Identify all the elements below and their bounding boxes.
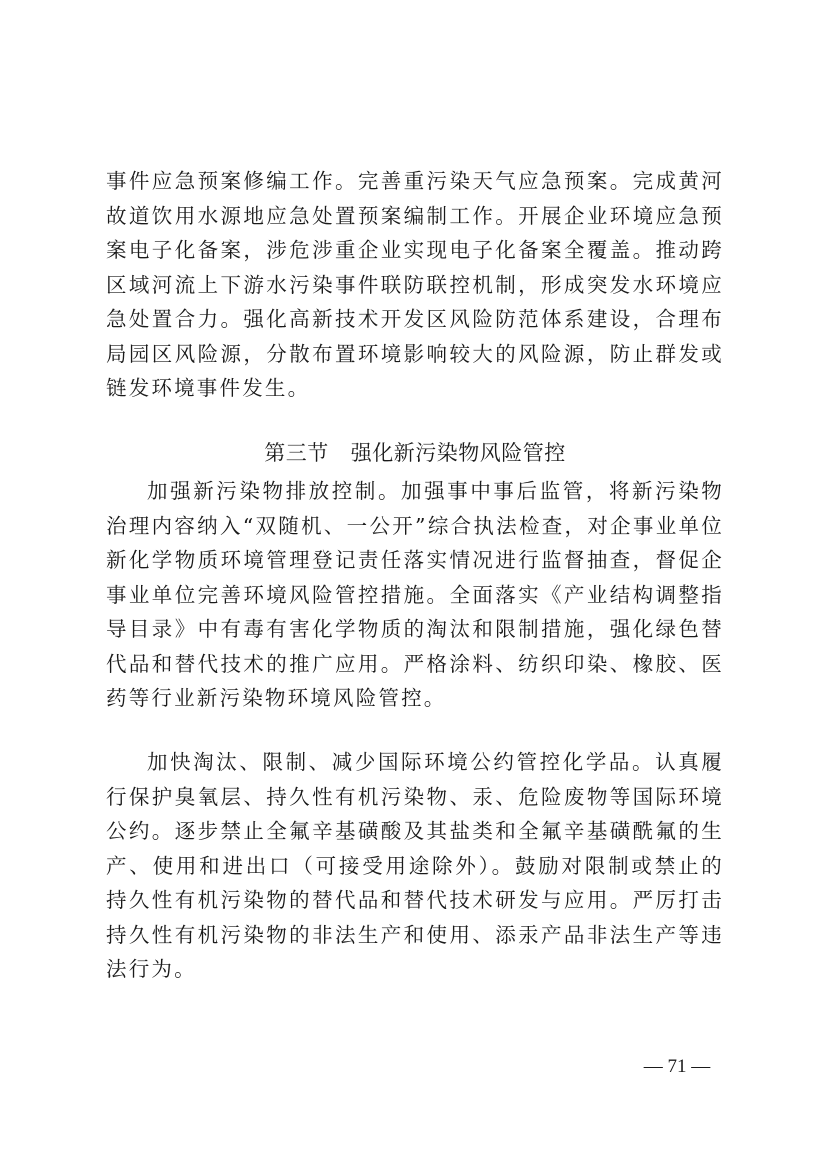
- paragraph-emission-control: 加强新污染物排放控制。加强事中事后监管，将新污染物治理内容纳入“双随机、一公开”综合执法检查，对企事业单位新化学物质环境管理登记责任落实情况进行监督抽查，督促企事业单位完善环境风险管控措施。全面落实《产业结构调整指导目录》中有毒有害化学物质的淘汰和限制措施，强化绿色替代品和替代技术的推广应用。严格涂料、纺织印染、橡胶、医药等行业新污染物环境风险管控。: [106, 479, 724, 710]
- page-number: — 71 —: [643, 1056, 711, 1077]
- paragraph-convention-chemicals: 加快淘汰、限制、减少国际环境公约管控化学品。认真履行保护臭氧层、持久性有机污染物、汞、危险废物等国际环境公约。逐步禁止全氟辛基磺酸及其盐类和全氟辛基磺酰氟的生产、使用和进出口（可接受用途除外）。鼓励对限制或禁止的持久性有机污染物的替代品和替代技术研发与应用。严厉打击持久性有机污染物的非法生产和使用、添汞产品非法生产等违法行为。: [106, 750, 724, 981]
- section-title: 强化新污染物风险管控: [350, 441, 566, 465]
- section-heading: [106, 436, 724, 470]
- section-number: 第三节: [264, 441, 329, 465]
- paragraph-emergency-plans: 事件应急预案修编工作。完善重污染天气应急预案。完成黄河故道饮用水源地应急处置预案编制工作。开展企业环境应急预案电子化备案，涉危涉重企业实现电子化备案全覆盖。推动跨区域河流上下游水污染事件联防联控机制，形成突发水环境应急处置合力。强化高新技术开发区风险防范体系建设，合理布局园区风险源，分散布置环境影响较大的风险源，防止群发或链发环境事件发生。: [106, 169, 724, 400]
